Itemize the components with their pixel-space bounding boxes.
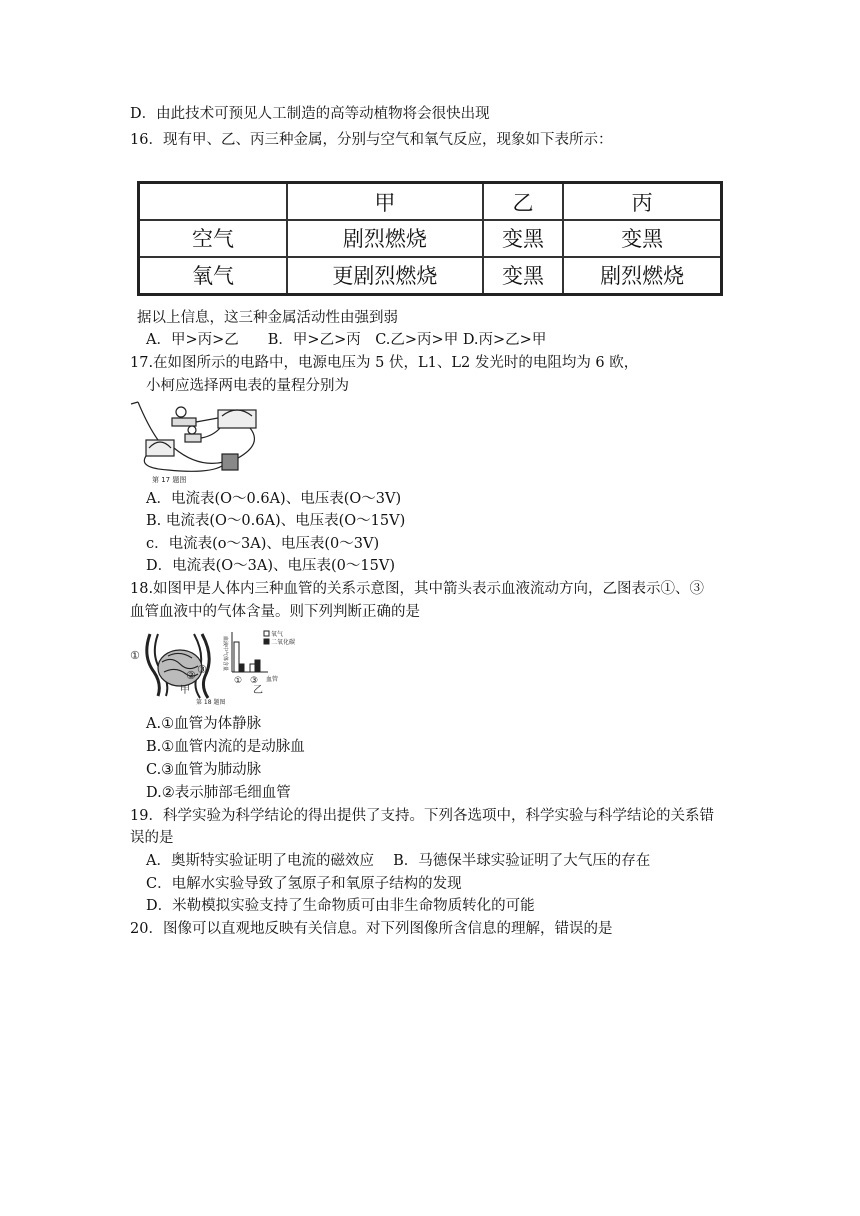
bar-oxygen-1: [234, 642, 239, 672]
q18-option-a: A.①血管为体静脉: [146, 716, 262, 732]
q17-option-c: c．电流表(o～3A)、电压表(0～3V): [146, 536, 380, 552]
legend-oxygen-swatch: [264, 631, 269, 636]
table-header-row: [139, 183, 722, 221]
q17-stem-line1: 17.在如图所示的电路中，电源电压为 5 伏，L1、L2 发光时的电阻均为 6 欧，: [130, 355, 639, 371]
q15-option-d: D．由此技术可预见人工制造的高等动植物将会很快出现: [130, 106, 490, 122]
label-yi: 乙: [253, 685, 263, 696]
table-cell: 空气: [139, 220, 288, 257]
q18-option-b: B.①血管内流的是动脉血: [146, 739, 305, 755]
table-cell: 氧气: [139, 257, 288, 295]
blood-figure-caption: 第 18 题图: [196, 699, 226, 706]
q17-option-d: D．电流表(O～3A)、电压表(0～15V): [146, 558, 395, 574]
bar-label-3: ③: [250, 676, 259, 686]
q20-stem: 20．图像可以直观地反映有关信息。对下列图像所含信息的理解，错误的是: [130, 921, 613, 937]
table-cell: 变黑: [483, 257, 563, 295]
metal-reaction-table: [137, 181, 723, 296]
q19-option-c: C．电解水实验导致了氢原子和氧原子结构的发现: [146, 876, 462, 892]
table-cell: 变黑: [483, 220, 563, 257]
q17-option-b: B. 电流表(O～0.6A)、电压表(O～15V): [146, 513, 406, 529]
x-axis-label: 血管: [266, 676, 279, 683]
table-corner-cell: [139, 183, 288, 221]
q16-prompt: 据以上信息，这三种金属活动性由强到弱: [137, 310, 398, 326]
bar-label-1: ①: [234, 676, 243, 686]
circuit-figure: [128, 396, 268, 486]
q18-option-d: D.②表示肺部毛细血管: [146, 785, 291, 801]
gas-bar-chart: [232, 631, 269, 672]
circuit-drawing: [131, 402, 256, 471]
q19-stem-line2: 误的是: [130, 830, 174, 846]
q19-option-a-b: A．奥斯特实验证明了电流的磁效应 B．马德保半球实验证明了大气压的存在: [146, 853, 651, 869]
table-header-jia: 甲: [287, 183, 483, 221]
q18-option-c: C.③血管为肺动脉: [146, 762, 262, 778]
circle-label-2: ②: [186, 669, 196, 682]
table-header-yi: 乙: [483, 183, 563, 221]
q16-options: A．甲>丙>乙 B．甲>乙>丙 C.乙>丙>甲 D.丙>乙>甲: [146, 332, 547, 348]
table-row: [139, 220, 722, 257]
bar-co2-1: [239, 664, 244, 672]
legend-oxygen: 氧气: [271, 631, 284, 638]
q18-stem-line2: 血管血液中的气体含量。则下列判断正确的是: [130, 604, 420, 620]
table-cell: 剧烈燃烧: [563, 257, 721, 295]
q19-stem-line1: 19．科学实验为科学结论的得出提供了支持。下列各选项中，科学实验与科学结论的关系错: [130, 808, 714, 824]
y-axis-label: 血液中气体含量: [222, 636, 228, 672]
q17-option-a: A．电流表(O～0.6A)、电压表(O～3V): [146, 491, 402, 507]
label-jia: 甲: [180, 685, 190, 696]
circuit-figure-caption: 第 17 题图: [152, 476, 187, 484]
q17-stem-line2: 小柯应选择两电表的量程分别为: [146, 378, 349, 394]
table-row: [139, 257, 722, 295]
table-cell: 更剧烈燃烧: [287, 257, 483, 295]
q16-stem: 16．现有甲、乙、丙三种金属，分别与空气和氧气反应，现象如下表所示：: [130, 132, 613, 148]
blood-vessel-figure: [128, 626, 308, 708]
table-cell: 变黑: [563, 220, 721, 257]
q19-option-d: D．米勒模拟实验支持了生命物质可由非生命物质转化的可能: [146, 898, 535, 914]
circle-label-1: ①: [130, 649, 140, 662]
legend-co2: 二氧化碳: [271, 639, 296, 646]
table-header-bing: 丙: [563, 183, 721, 221]
table-cell: 剧烈燃烧: [287, 220, 483, 257]
q18-stem-line1: 18.如图甲是人体内三种血管的关系示意图，其中箭头表示血液流动方向，乙图表示①、③: [130, 581, 705, 597]
bar-co2-3: [255, 660, 260, 672]
legend-co2-swatch: [264, 639, 269, 644]
circle-label-3: ③: [197, 663, 207, 676]
bar-oxygen-3: [250, 664, 255, 672]
